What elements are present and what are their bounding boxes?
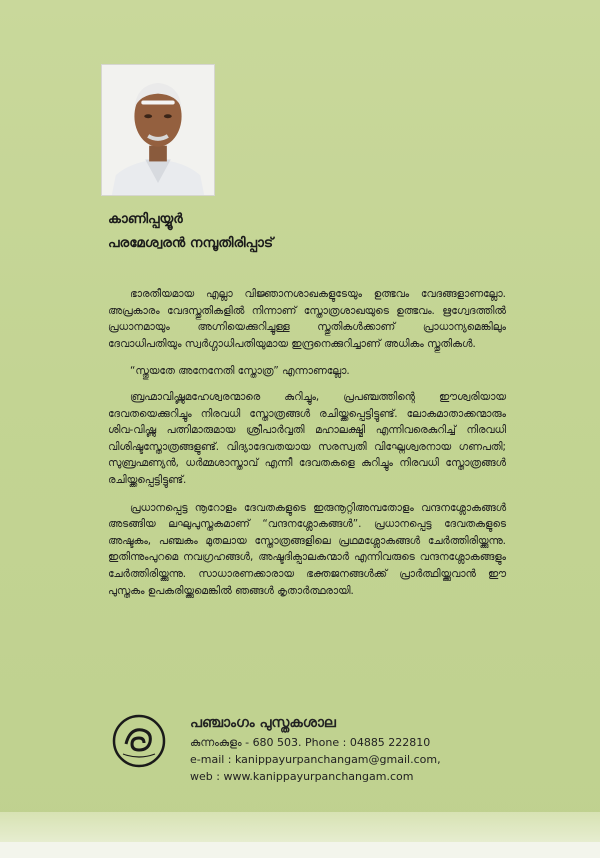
blurb [108,286,506,610]
publisher-logo [112,714,166,768]
author-photo [101,64,215,196]
blurb-paragraph-2: ബ്രഹ്മാവിഷ്ണുമഹേശ്വരന്മാരെ കുറിച്ചും, പ്രപഞ്ചത്തിന്റെ ഈശ്വരിയായ ദേവതയെക്കുറിച്ചും നിരവധി സ്തോത്രങ്ങൾ രചിയ്ക്കപ്പെട്ടിട്ടുണ്ട്. ലോകമാതാക്കന്മാരും ശിവ-വിഷ്ണു പത്നിമാരുമായ ശ്രീപാർവ്വതി മഹാലക്ഷ്മി എന്നിവരെകുറിച്ച് നിരവധി വിശിഷ്ടസ്തോത്രങ്ങളുണ്ട്. വിദ്യാദേവതയായ സരസ്വതി വിഘ്നേശ്വരനായ ഗണപതി; സുബ്രഹ്മണ്യൻ, ധർമ്മശാസ്താവ് എന്നീ ദേവതകളെ കുറിച്ചും നിരവധി സ്തോത്രങ്ങൾ രചിയ്ക്കപ്പെട്ടിട്ടുണ്ട്. [108,390,506,486]
publisher-address: കുന്നംകുളം - 680 503. Phone : 04885 222810 [190,736,431,749]
publisher-email: e-mail : kanippayurpanchangam@gmail.com, [190,753,441,766]
blurb-quote: “സ്തൂയതേ അനേനേതി സ്തോത്ര” എന്നാണല്ലോ. [130,365,350,378]
author-name-line1: കാണിപ്പയ്യൂർ [108,211,183,227]
publisher-name: പഞ്ചാംഗം പുസ്തകശാല [190,715,336,731]
bottom-band [0,842,600,858]
author-name [108,207,273,255]
blurb-paragraph-3: പ്രധാനപ്പെട്ട നൂറോളം ദേവതകളുടെ ഇരുനൂറ്റിഅമ്പതോളം വന്ദനശ്ലോകങ്ങൾ അടങ്ങിയ ലഘുപുസ്തകമാണ് “വന്ദനശ്ലോകങ്ങൾ”. പ്രധാനപ്പെട്ട ദേവതകളുടെ അഷ്ടകം, പഞ്ചകം മുതലായ സ്തോത്രങ്ങളിലെ പ്രഥമശ്ലോകങ്ങൾ ചേർത്തിരിയ്ക്കുന്നു. ഇതിന്നുംപുറമെ നവഗ്രഹങ്ങൾ, അഷ്ടദിക്പാലകന്മാർ എന്നിവരുടെ വന്ദനശ്ലോകങ്ങളും ചേർത്തിരിയ്ക്കുന്നു. സാധാരണക്കാരായ ഭക്തജനങ്ങൾക്ക് പ്രാർത്ഥിയ്ക്കുവാൻ ഈ പുസ്തകം ഉപകരിയ്ക്കുമെങ്കിൽ ഞങ്ങൾ കൃതാർത്ഥരായി. [108,501,506,597]
author-name-line2: പരമേശ്വരൻ നമ്പൂതിരിപ്പാട് [108,235,274,251]
publisher-logo-emblem [112,714,166,768]
author-portrait-image [102,65,214,195]
publisher-web: web : www.kanippayurpanchangam.com [190,770,414,783]
publisher-info [190,712,441,785]
blurb-paragraph-1: ഭാരതീയമായ എല്ലാ വിജ്ഞാനശാഖകളുടേയും ഉത്ഭവം വേദങ്ങളാണല്ലോ. അപ്രകാരം വേദസ്തുതികളിൽ നിന്നാണ് സ്തോത്രശാഖയുടെ ഉത്ഭവം. ഋഗ്വേദത്തിൽ പ്രധാനമായും അഗ്നിയെക്കുറിച്ചുള്ള സ്തുതികൾക്കാണ് പ്രാധാന്യമെങ്കിലും ദേവാധിപതിയും സ്വർഗ്ഗാധിപതിയുമായ ഇന്ദ്രനെക്കുറിച്ചാണ് അധികം സ്തുതികൾ. [108,288,506,350]
